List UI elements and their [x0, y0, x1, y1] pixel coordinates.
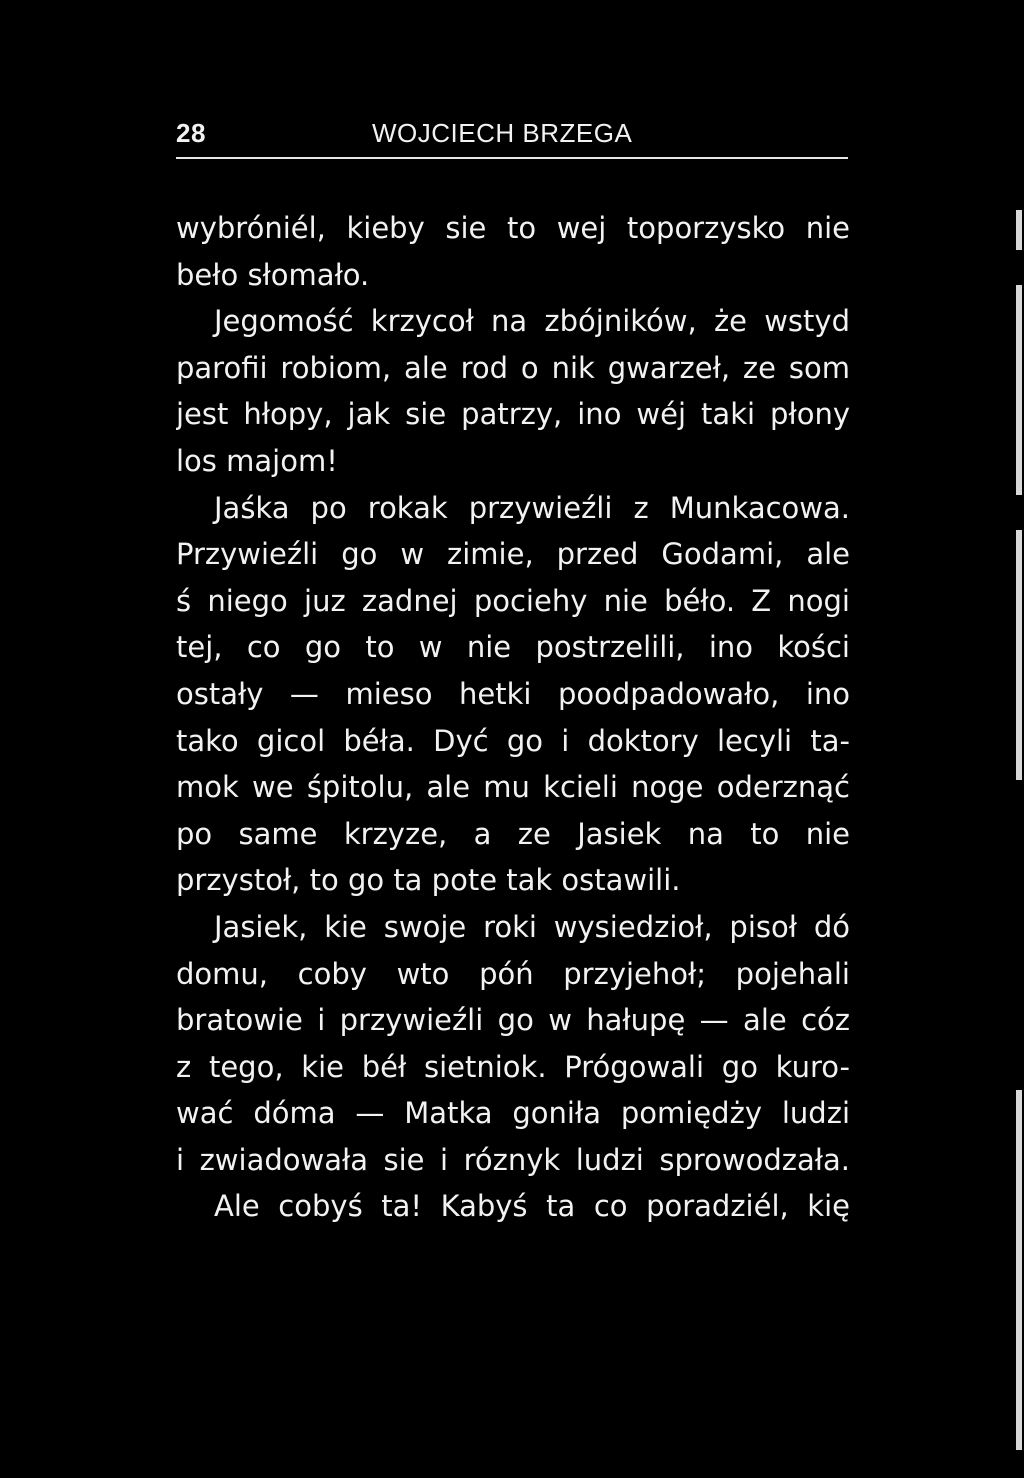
- edge-mark: [1016, 1090, 1022, 1450]
- text-line: bratowie i przywieźli go w hałupę — ale cóz: [176, 1003, 850, 1038]
- text-line: parofii robiom, ale rod o nik gwarzeł, ze som: [176, 350, 850, 385]
- text-line: i zwiadowała sie i róznyk ludzi sprowodzała.: [176, 1142, 850, 1177]
- edge-mark: [1016, 285, 1022, 495]
- page-edge: [1010, 0, 1024, 1478]
- body-text: [176, 205, 850, 1230]
- text-line: domu, coby wto póń przyjehoł; pojehali: [176, 956, 850, 991]
- text-line: przystoł, to go ta pote tak ostawili.: [176, 863, 681, 898]
- text-line: tako gicol béła. Dyć go i doktory lecyli ta-: [176, 723, 850, 758]
- text-line: tej, co go to w nie postrzelili, ino kości: [176, 630, 850, 665]
- page-number: 28: [176, 118, 206, 148]
- text-line: los majom!: [176, 443, 338, 478]
- text-line: Przywieźli go w zimie, przed Godami, ale: [176, 537, 850, 572]
- running-head: WOJCIECH BRZEGA: [372, 118, 633, 148]
- text-line: beło słomało.: [176, 257, 370, 292]
- page-header: [176, 110, 850, 154]
- text-line: wybróniél, kieby sie to wej toporzysko nie: [176, 211, 850, 245]
- text-line: Jegomość krzycoł na zbójników, że wstyd: [214, 304, 850, 339]
- text-line: jest hłopy, jak sie patrzy, ino wéj taki płony: [176, 397, 850, 432]
- edge-mark: [1016, 210, 1022, 250]
- text-line: Jasiek, kie swoje roki wysiedzioł, pisoł dó: [214, 909, 850, 944]
- edge-mark: [1016, 530, 1022, 780]
- text-line: Jaśka po rokak przywieźli z Munkacowa.: [214, 490, 850, 525]
- text-line: wać dóma — Matka goniła pomiędży ludzi: [176, 1096, 850, 1131]
- text-line: Ale cobyś ta! Kabyś ta co poradziél, kię: [214, 1189, 850, 1224]
- text-line: ś niego juz zadnej pociehy nie béło. Z nogi: [176, 583, 850, 618]
- text-line: po same krzyze, a ze Jasiek na to nie: [176, 816, 850, 851]
- text-line: ostały — mieso hetki poodpadowało, ino: [176, 676, 850, 711]
- text-line: mok we śpitolu, ale mu kcieli noge oderznąć: [176, 770, 850, 805]
- header-rule: [176, 157, 848, 159]
- text-line: z tego, kie béł sietniok. Prógowali go kuro-: [176, 1049, 850, 1084]
